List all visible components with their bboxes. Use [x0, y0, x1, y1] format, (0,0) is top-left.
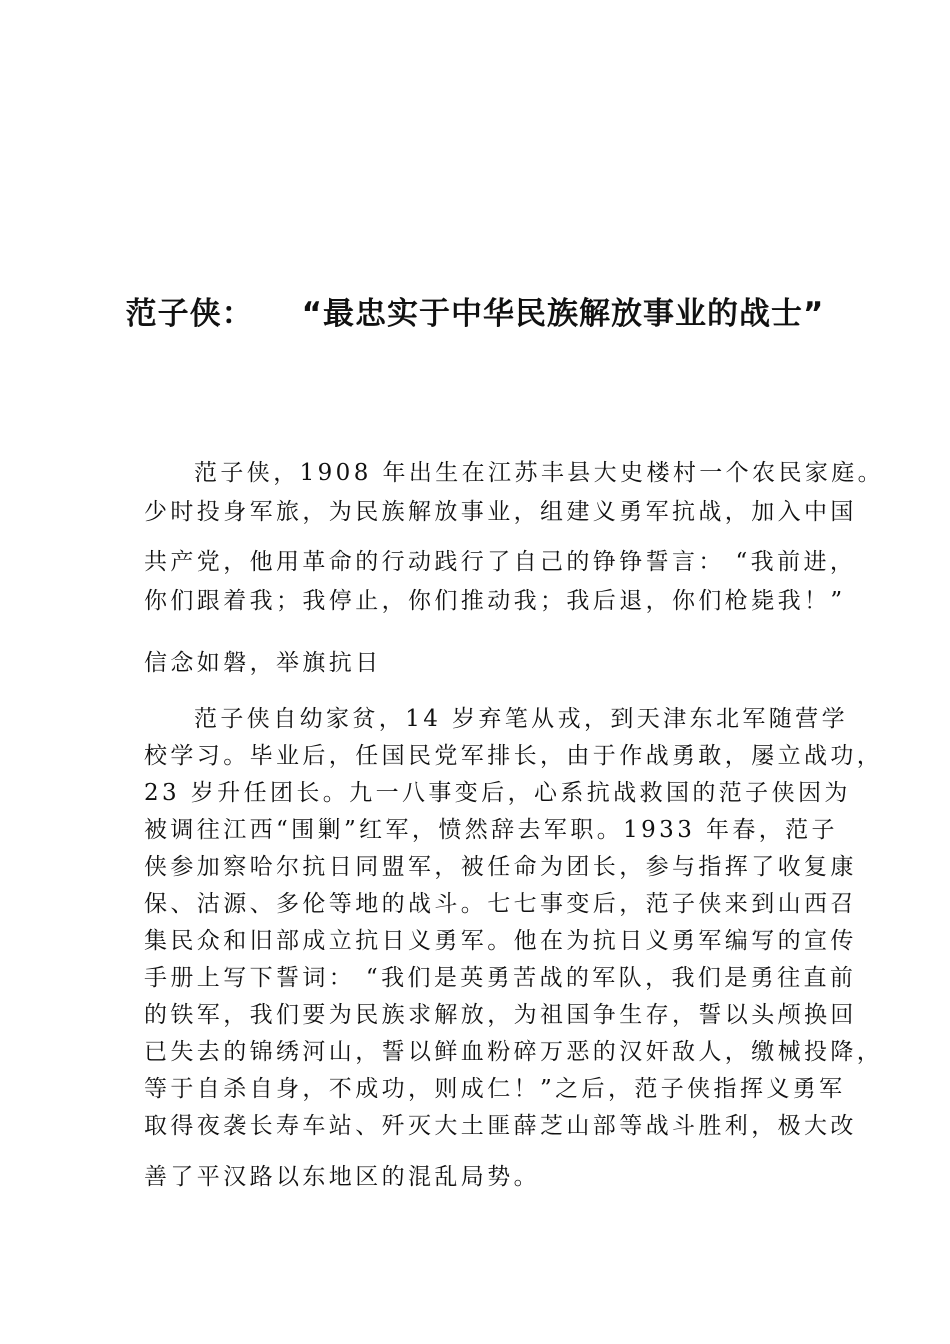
title-quote: “最忠实于中华民族解放事业的战士”: [301, 296, 825, 332]
section-heading: 信念如磐，举旗抗日: [144, 650, 382, 676]
paragraph-line: 被调往江西“围剿”红军，愤然辞去军职。1933 年春，范子: [144, 817, 838, 843]
paragraph-line: 范子侠自幼家贫，14 岁弃笔从戎，到天津东北军随营学: [194, 706, 848, 732]
paragraph-line: 共产党，他用革命的行动践行了自己的铮铮誓言： “我前进，: [144, 549, 857, 575]
paragraph-line: 已失去的锦绣河山，誓以鲜血粉碎万恶的汉奸敌人，缴械投降，: [144, 1039, 884, 1065]
paragraph-line: 保、沽源、多伦等地的战斗。七七事变后，范子侠来到山西召: [144, 891, 857, 917]
paragraph-line: 侠参加察哈尔抗日同盟军，被任命为团长，参与指挥了收复康: [144, 854, 857, 880]
paragraph-line: 善了平汉路以东地区的混乱局势。: [144, 1164, 540, 1190]
paragraph-line: 等于自杀自身，不成功，则成仁！”之后，范子侠指挥义勇军: [144, 1076, 846, 1102]
paragraph-line: 集民众和旧部成立抗日义勇军。他在为抗日义勇军编写的宣传: [144, 928, 857, 954]
paragraph-line: 取得夜袭长寿车站、歼灭大土匪薛芝山部等战斗胜利，极大改: [144, 1113, 857, 1139]
paragraph-line: 校学习。毕业后，任国民党军排长，由于作战勇敢，屡立战功，: [144, 743, 884, 769]
document-title: [0, 288, 950, 333]
paragraph-line: 范子侠，1908 年出生在江苏丰县大史楼村一个农民家庭。: [194, 460, 885, 486]
paragraph-line: 手册上写下誓词： “我们是英勇苦战的军队，我们是勇往直前: [144, 965, 857, 991]
paragraph-line: 的铁军，我们要为民族求解放，为祖国争生存，誓以头颅换回: [144, 1002, 857, 1028]
paragraph-line: 少时投身军旅，为民族解放事业，组建义勇军抗战，加入中国: [144, 499, 857, 525]
paragraph-line: 23 岁升任团长。九一八事变后，心系抗战救国的范子侠因为: [144, 780, 851, 806]
paragraph-line: 你们跟着我；我停止，你们推动我；我后退，你们枪毙我！”: [144, 588, 846, 614]
title-name: 范子侠：: [125, 296, 254, 332]
